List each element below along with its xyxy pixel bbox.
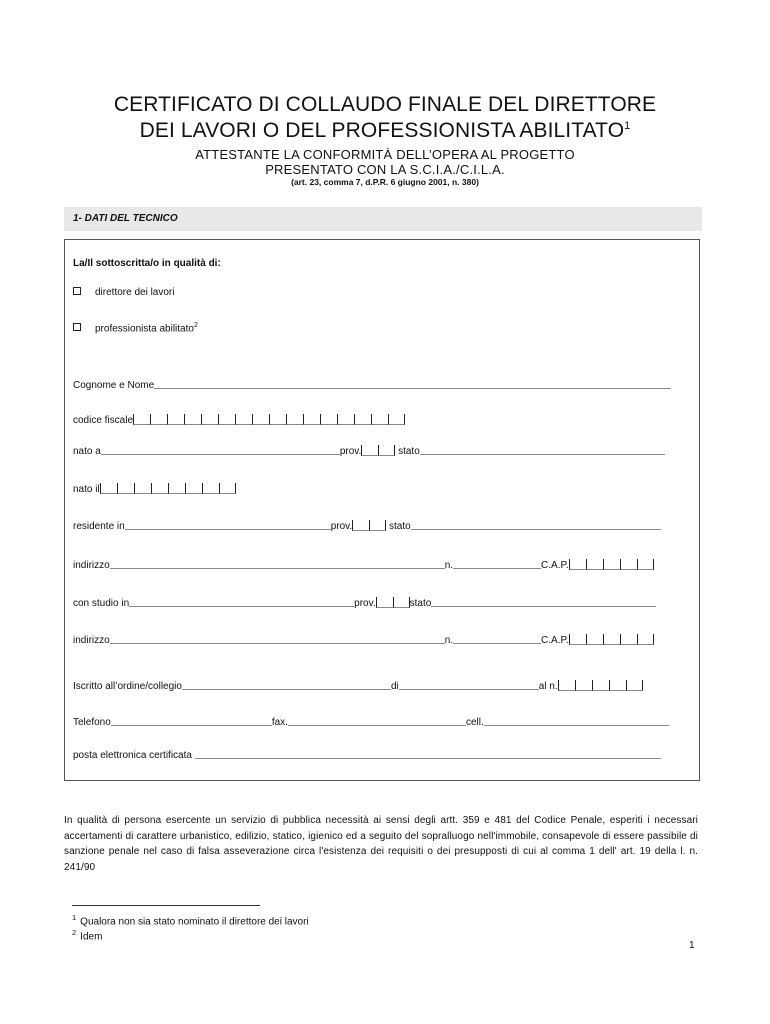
input-n-studio[interactable] [453, 634, 541, 644]
field-con-studio-in[interactable] [73, 597, 656, 612]
input-fax[interactable] [288, 716, 466, 726]
input-telefono[interactable] [111, 716, 272, 726]
label-n-studio: n. [444, 635, 454, 646]
label-cap-studio: C.A.P. [541, 635, 569, 646]
label-residente-in: residente in [73, 521, 125, 532]
label-telefono: Telefono [73, 717, 111, 728]
subtitle-line-2: PRESENTATO CON LA S.C.I.A./C.I.L.A. [265, 162, 505, 177]
label-prov-residence: prov. [330, 521, 353, 532]
label-indirizzo-studio: indirizzo [73, 635, 110, 646]
role-option-professional[interactable] [73, 320, 198, 335]
role-intro: La/Il sottoscritta/o in qualità di: [73, 258, 221, 269]
label-cap-residence: C.A.P. [541, 560, 569, 571]
field-nato-il[interactable] [73, 483, 236, 498]
input-cap-residence[interactable] [569, 559, 654, 574]
subtitle-line-1: ATTESTANTE LA CONFORMITÀ DELL’OPERA AL PROGETTO [195, 147, 575, 162]
role-option-footnote-ref: 2 [193, 322, 198, 329]
title-line-2-text: DEI LAVORI O DEL PROFESSIONISTA ABILITATO [139, 119, 625, 142]
field-iscritto-ordine[interactable] [73, 680, 643, 695]
input-stato-birth[interactable] [420, 445, 665, 455]
label-stato-studio: stato [409, 598, 432, 609]
field-residente-in[interactable] [73, 520, 661, 535]
role-option-director[interactable] [73, 287, 174, 299]
input-cap-studio[interactable] [569, 634, 654, 649]
input-indirizzo-studio[interactable] [110, 634, 445, 644]
input-nato-a[interactable] [101, 445, 340, 455]
label-prov-birth: prov. [339, 446, 362, 457]
label-nato-a: nato a [73, 446, 101, 457]
input-ordine-collegio[interactable] [182, 680, 391, 690]
label-fax: fax. [271, 717, 288, 728]
input-cell[interactable] [484, 716, 669, 726]
label-prov-studio: prov. [354, 598, 376, 609]
input-prov-residence[interactable] [352, 520, 386, 535]
footnote-1 [72, 911, 309, 928]
field-contacts[interactable] [73, 716, 669, 729]
input-ordine-di[interactable] [399, 680, 539, 690]
document-header [0, 92, 770, 188]
input-residente-in[interactable] [125, 520, 331, 530]
footnote-divider [72, 905, 260, 906]
label-indirizzo-residence: indirizzo [73, 560, 110, 571]
input-stato-studio[interactable] [431, 597, 656, 607]
footnote-2-text: Idem [80, 931, 103, 943]
input-prov-studio[interactable] [376, 597, 410, 612]
section-heading [64, 207, 702, 231]
title-footnote-ref: 1 [624, 120, 631, 132]
label-di: di [390, 681, 399, 692]
label-stato-residence: stato [388, 521, 411, 532]
field-pec[interactable] [73, 749, 661, 762]
label-codice-fiscale: codice fiscale [73, 415, 134, 426]
footnote-2 [72, 926, 102, 943]
field-cognome-nome[interactable] [73, 379, 671, 392]
label-nato-il: nato il [73, 484, 100, 495]
label-n-residence: n. [444, 560, 454, 571]
label-con-studio-in: con studio in [73, 598, 130, 609]
technician-data-box [64, 239, 700, 781]
title-line-1: CERTIFICATO DI COLLAUDO FINALE DEL DIRETTORE [113, 93, 657, 116]
input-nato-il[interactable] [100, 483, 236, 498]
field-nato-a[interactable] [73, 445, 665, 460]
input-ordine-numero[interactable] [558, 680, 643, 695]
section-heading-text: 1- DATI DEL TECNICO [73, 213, 178, 224]
label-stato-birth: stato [398, 446, 420, 457]
input-con-studio-in[interactable] [129, 597, 354, 607]
label-iscritto-ordine: Iscritto all’ordine/collegio [73, 681, 182, 692]
input-codice-fiscale[interactable] [133, 414, 405, 429]
input-cognome-nome[interactable] [154, 379, 671, 389]
label-al-n: al n. [538, 681, 558, 692]
footnote-2-mark: 2 [72, 928, 77, 937]
field-indirizzo-residence[interactable] [73, 559, 654, 574]
law-reference: (art. 23, comma 7, d.P.R. 6 giugno 2001, n. 380) [291, 177, 479, 187]
declaration-paragraph: In qualità di persona esercente un servizio di pubblica necessità ai sensi degli artt. 359 e 481 del Codice Penale, esperiti i necessari accertamenti di carattere urbanistico, edilizio, statico, igienico ed a seguito del sopralluogo nell'immobile, consapevole di essere passibile di sanzione penale nel caso di falsa asseverazione circa l'esistenza dei requisiti o dei presupposti di cui al comma 1 dell' art. 19 della l. n. 241/90 [64, 815, 698, 873]
field-indirizzo-studio[interactable] [73, 634, 654, 649]
checkbox-professional[interactable] [73, 323, 81, 331]
footnote-1-text: Qualora non sia stato nominato il direttore dei lavori [80, 916, 309, 928]
title-line-2 [0, 118, 770, 144]
input-prov-birth[interactable] [361, 445, 395, 460]
input-indirizzo-residence[interactable] [110, 559, 445, 569]
role-option-director-label: direttore dei lavori [95, 287, 175, 298]
footnote-1-mark: 1 [72, 913, 77, 922]
input-n-residence[interactable] [453, 559, 541, 569]
checkbox-director[interactable] [73, 287, 81, 295]
input-stato-residence[interactable] [411, 520, 661, 530]
label-pec: posta elettronica certificata [73, 750, 192, 761]
role-option-professional-label: professionista abilitato [95, 323, 194, 335]
label-cognome-nome: Cognome e Nome [73, 380, 155, 391]
field-codice-fiscale[interactable] [73, 414, 405, 429]
input-pec[interactable] [195, 749, 661, 759]
page-number: 1 [689, 940, 695, 951]
label-cell: cell. [465, 717, 484, 728]
